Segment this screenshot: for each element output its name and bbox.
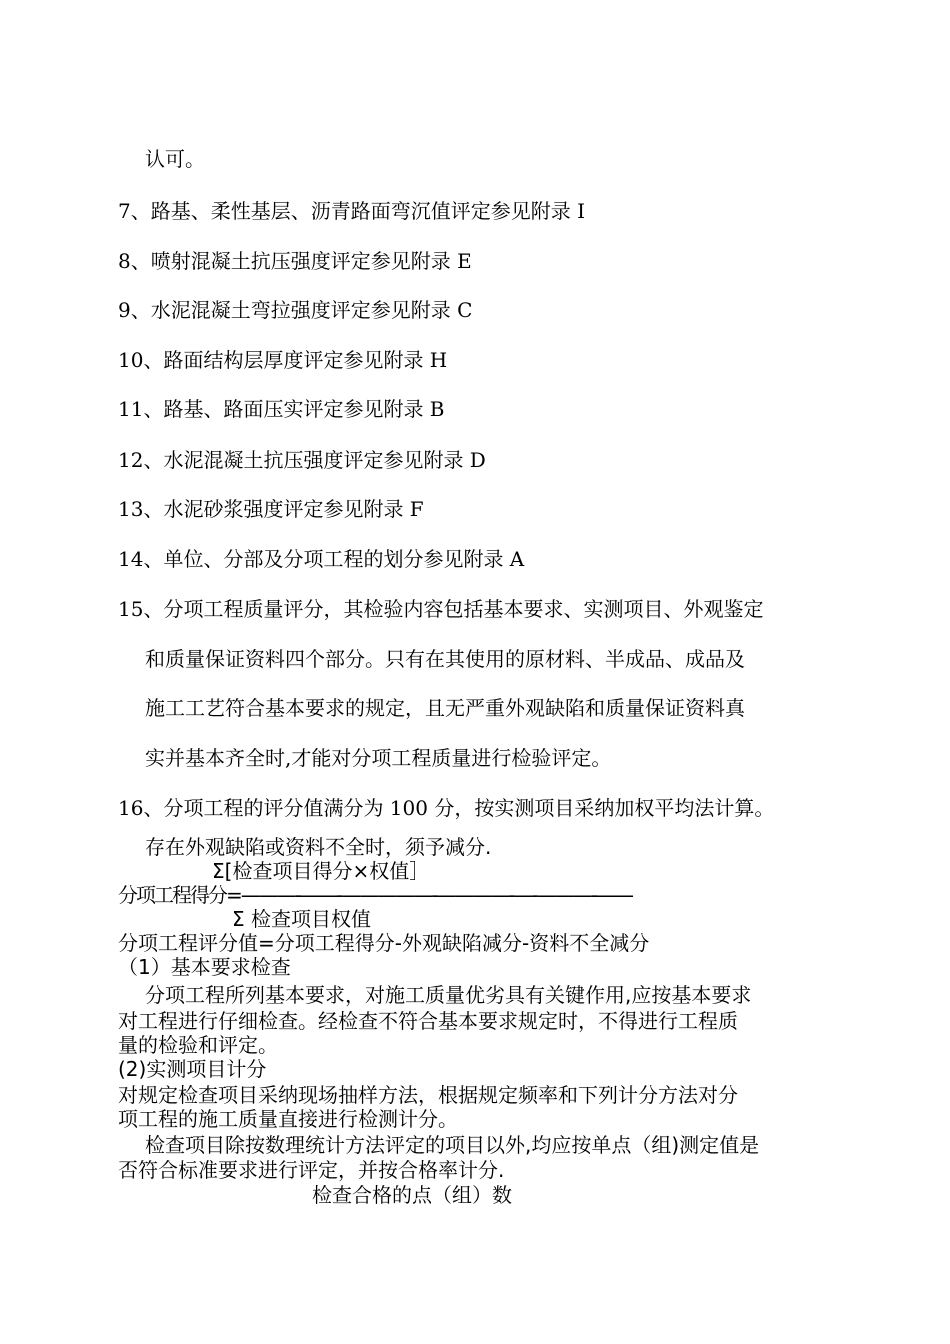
text-line: 对工程进行仔细检查。经检查不符合基本要求规定时，不得进行工程质 [118,1009,738,1033]
text-line: 对规定检查项目采纳现场抽样方法，根据规定频率和下列计分方法对分 [118,1083,738,1107]
section-heading: （1）基本要求检查 [118,955,291,979]
text-line: 7、路基、柔性基层、沥青路面弯沉值评定参见附录 I [118,199,585,223]
text-line: 量的检验和评定。 [118,1033,278,1057]
text-line: 分项工程评分值=分项工程得分-外观缺陷减分-资料不全减分 [118,931,650,955]
text-line: 14、单位、分部及分项工程的划分参见附录 A [118,547,525,571]
text-line: 16、分项工程的评分值满分为 100 分，按实测项目采纳加权平均法计算。 [118,796,775,820]
text-line: 存在外观缺陷或资料不全时，须予减分. [145,835,492,859]
text-line: 12、水泥混凝土抗压强度评定参见附录 D [118,448,486,472]
text-line: 项工程的施工质量直接进行检测计分。 [118,1107,458,1131]
formula-fraction-line: 分项工程得分=———-——-—————-————-—-———-—— [118,883,633,907]
text-line: 13、水泥砂浆强度评定参见附录 F [118,497,424,521]
text-line: 和质量保证资料四个部分。只有在其使用的原材料、半成品、成品及 [145,647,745,671]
text-line: 检查项目除按数理统计方法评定的项目以外,均应按单点（组)测定值是 [145,1133,760,1157]
text-line: 8、喷射混凝土抗压强度评定参见附录 E [118,249,472,273]
text-line: 否符合标准要求进行评定，并按合格率计分. [118,1158,505,1182]
text-line: 15、分项工程质量评分，其检验内容包括基本要求、实测项目、外观鉴定 [118,597,764,621]
text-line: 施工工艺符合基本要求的规定，且无严重外观缺陷和质量保证资料真 [145,696,745,720]
section-heading: (2)实测项目计分 [118,1057,267,1081]
text-line: 分项工程所列基本要求，对施工质量优劣具有关键作用,应按基本要求 [145,983,752,1007]
text-line: 实并基本齐全时,才能对分项工程质量进行检验评定。 [145,746,612,770]
formula-denominator: Σ 检查项目权值 [232,907,371,931]
formula-numerator: Σ[检查项目得分×权值］ [212,859,430,883]
text-line: 9、水泥混凝土弯拉强度评定参见附录 C [118,298,473,322]
text-line: 认可。 [145,147,205,171]
text-line: 10、路面结构层厚度评定参见附录 H [118,348,448,372]
formula-numerator: 检查合格的点（组）数 [312,1183,512,1207]
text-line: 11、路基、路面压实评定参见附录 B [118,397,445,421]
